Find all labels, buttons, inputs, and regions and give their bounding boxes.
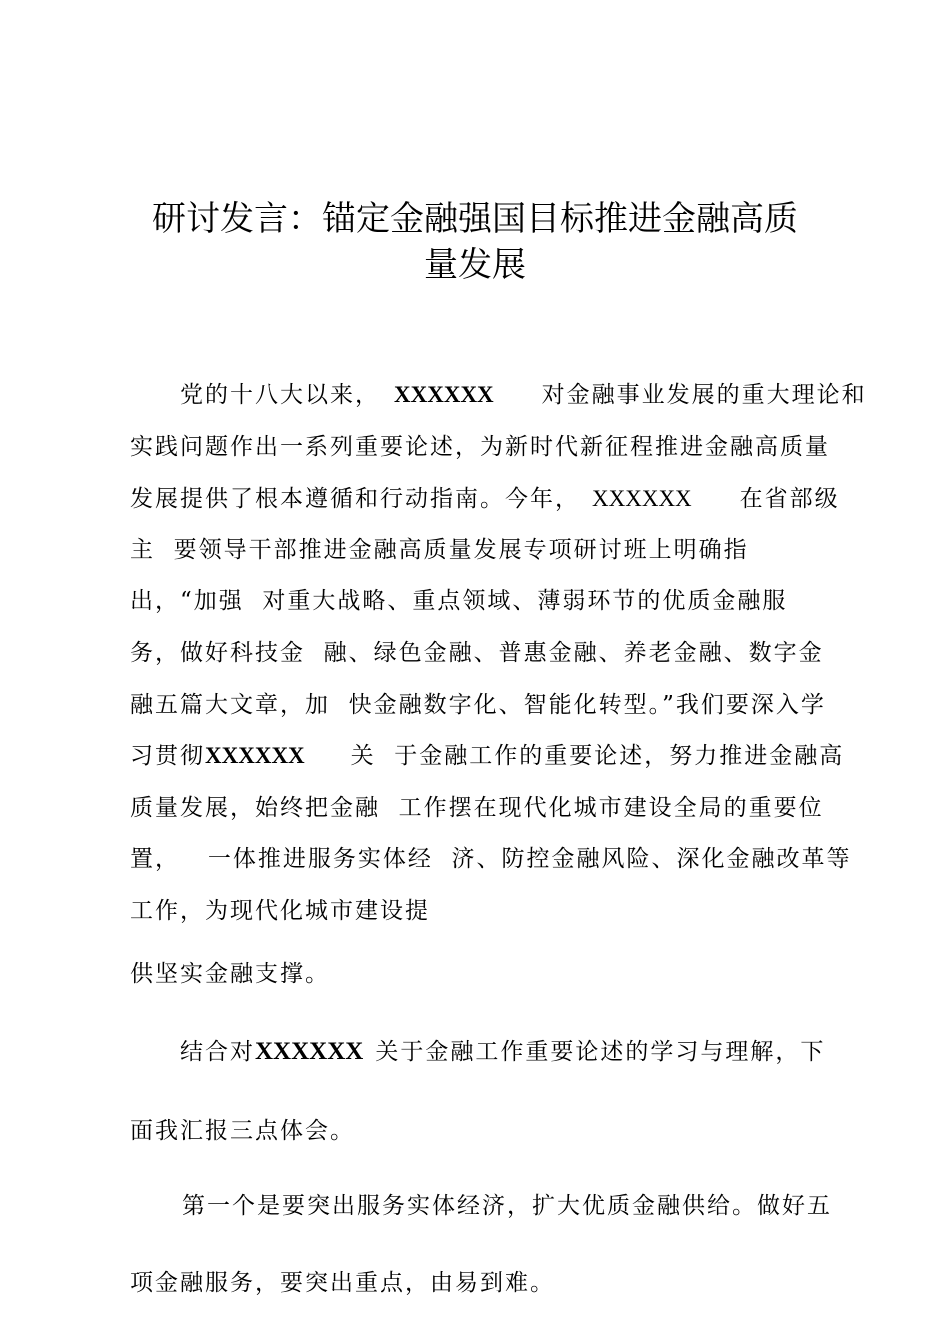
paragraph-1-line-5: 出，“加强 对重大战略、重点领域、薄弱环节的优质金融服 [130, 588, 788, 614]
paragraph-1-line-2: 实践问题作出一系列重要论述，为新时代新征程推进金融高质量 [130, 434, 830, 460]
text-segment: 习贯彻 [130, 743, 205, 769]
document-title-line-2: 量发展 [424, 245, 526, 285]
redacted-name: XXXXXX [255, 1038, 364, 1065]
paragraph-1-line-8 [130, 741, 844, 771]
paragraph-2-line-2: 面我汇报三点体会。 [130, 1118, 355, 1144]
paragraph-1-line-10: 置， 一体推进服务实体经 济、防控金融风险、深化金融改革等 [130, 846, 852, 872]
text-segment: 对金融事业发展的重大理论和 [541, 382, 867, 408]
paragraph-1-line-11: 工作，为现代化城市建设提 [130, 898, 430, 924]
paragraph-1-line-4: 主 要领导干部推进金融高质量发展专项研讨班上明确指 [130, 537, 749, 563]
redacted-name: XXXXXX [205, 743, 305, 768]
paragraph-1-line-9: 质量发展，始终把金融 工作摆在现代化城市建设全局的重要位 [130, 795, 824, 821]
paragraph-1-line-3 [130, 484, 840, 514]
text-segment: 在省部级 [739, 486, 840, 512]
redacted-name: XXXXXX [394, 382, 494, 407]
redacted-name: XXXXXX [592, 486, 692, 511]
text-segment: 党的十八大以来， [180, 382, 380, 408]
text-segment: 关于金融工作重要论述的学习与理解，下 [375, 1039, 826, 1065]
paragraph-1-line-6: 务，做好科技金 融、绿色金融、普惠金融、养老金融、数字金 [130, 640, 824, 666]
paragraph-1-line-12: 供坚实金融支撑。 [130, 961, 330, 987]
paragraph-3-line-1: 第一个是要突出服务实体经济，扩大优质金融供给。做好五 [182, 1193, 832, 1219]
paragraph-3-line-2: 项金融服务，要突出重点，由易到难。 [130, 1270, 555, 1296]
paragraph-1-line-1 [180, 380, 867, 410]
document-title-line-1: 研讨发言：锚定金融强国目标推进金融高质 [152, 199, 798, 239]
text-segment: 结合对 [180, 1039, 255, 1065]
text-segment: 关 于金融工作的重要论述，努力推进金融高 [350, 743, 845, 769]
paragraph-2-line-1 [180, 1037, 825, 1067]
paragraph-1-line-7: 融五篇大文章，加 快金融数字化、智能化转型。”我们要深入学 [130, 692, 826, 718]
text-segment: 发展提供了根本遵循和行动指南。今年， [130, 486, 580, 512]
